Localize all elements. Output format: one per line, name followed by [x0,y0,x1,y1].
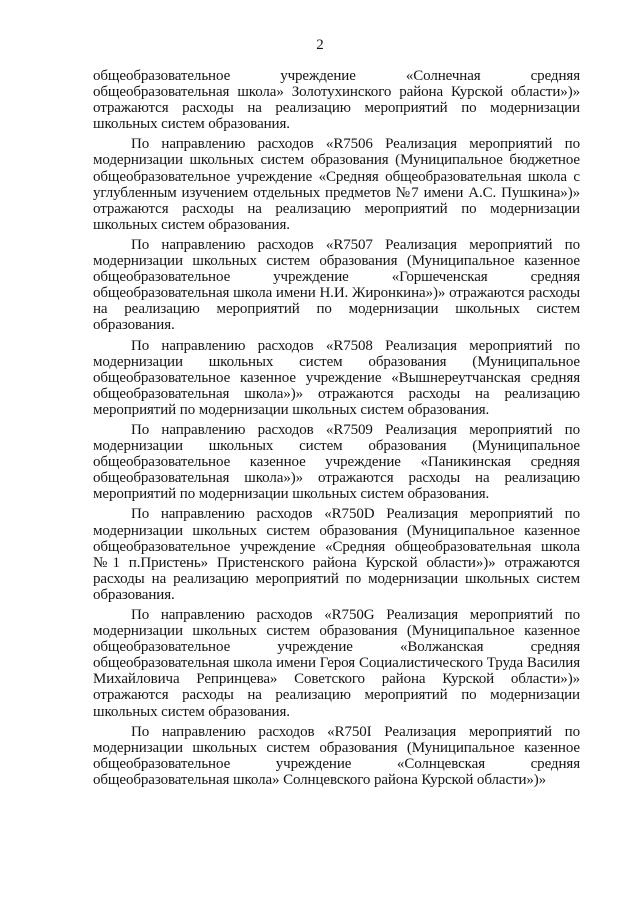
paragraph-continuation: общеобразовательное учреждение «Солнечная средняя общеобразовательная школа» Золотухинского района Курской области»)» отражаются расходы на реализацию мероприятий по модернизации школьных систем образования. [93,68,580,133]
page-number: 2 [316,37,324,53]
paragraph-r750g: По направлению расходов «R750G Реализация мероприятий по модернизации школьных систем образования (Муниципальное казенное общеобразовательное учреждение «Волжанская средняя общеобразовательная школа имени Героя Социалистического Труда Василия Михайловича Репринцева» Советского района Курской области»)» отражаются расходы на реализацию мероприятий по модернизации школьных систем образования. [93,607,580,720]
paragraph-r7508: По направлению расходов «R7508 Реализация мероприятий по модернизации школьных систем образования (Муниципальное общеобразовательное казенное учреждение «Вышнереутчанская средняя общеобразовательная школа»)» отражаются расходы на реализацию мероприятий по модернизации школьных систем образования. [93,337,580,418]
paragraph-r7507: По направлению расходов «R7507 Реализация мероприятий по модернизации школьных систем образования (Муниципальное казенное общеобразовательное учреждение «Горшеченская средняя общеобразовательная школа имени Н.И. Жиронкина»)» отражаются расходы на реализацию мероприятий по модернизации школьных систем образования. [93,236,580,334]
paragraph-r7506: По направлению расходов «R7506 Реализация мероприятий по модернизации школьных систем образования (Муниципальное бюджетное общеобразовательное учреждение «Средняя общеобразовательная школа с углубленным изучением отдельных предметов №7 имени А.С. Пушкина»)» отражаются расходы на реализацию мероприятий по модернизации школьных систем образования. [93,136,580,233]
paragraph-r7509: По направлению расходов «R7509 Реализация мероприятий по модернизации школьных систем образования (Муниципальное общеобразовательное казенное учреждение «Паникинская средняя общеобразовательная школа»)» отражаются расходы на реализацию мероприятий по модернизации школьных систем образования. [93,421,580,503]
paragraph-r750i: По направлению расходов «R750I Реализация мероприятий по модернизации школьных систем образования (Муниципальное казенное общеобразовательное учреждение «Солнцевская средняя общеобразовательная школа» Солнцевского района Курской области»)» [93,723,580,788]
document-body [93,68,580,788]
paragraph-r750d: По направлению расходов «R750D Реализация мероприятий по модернизации школьных систем образования (Муниципальное казенное общеобразовательное учреждение «Средняя общеобразовательная школа №1 п.Пристень» Пристенского района Курской области»)» отражаются расходы на реализацию мероприятий по модернизации школьных систем образования. [93,506,580,603]
